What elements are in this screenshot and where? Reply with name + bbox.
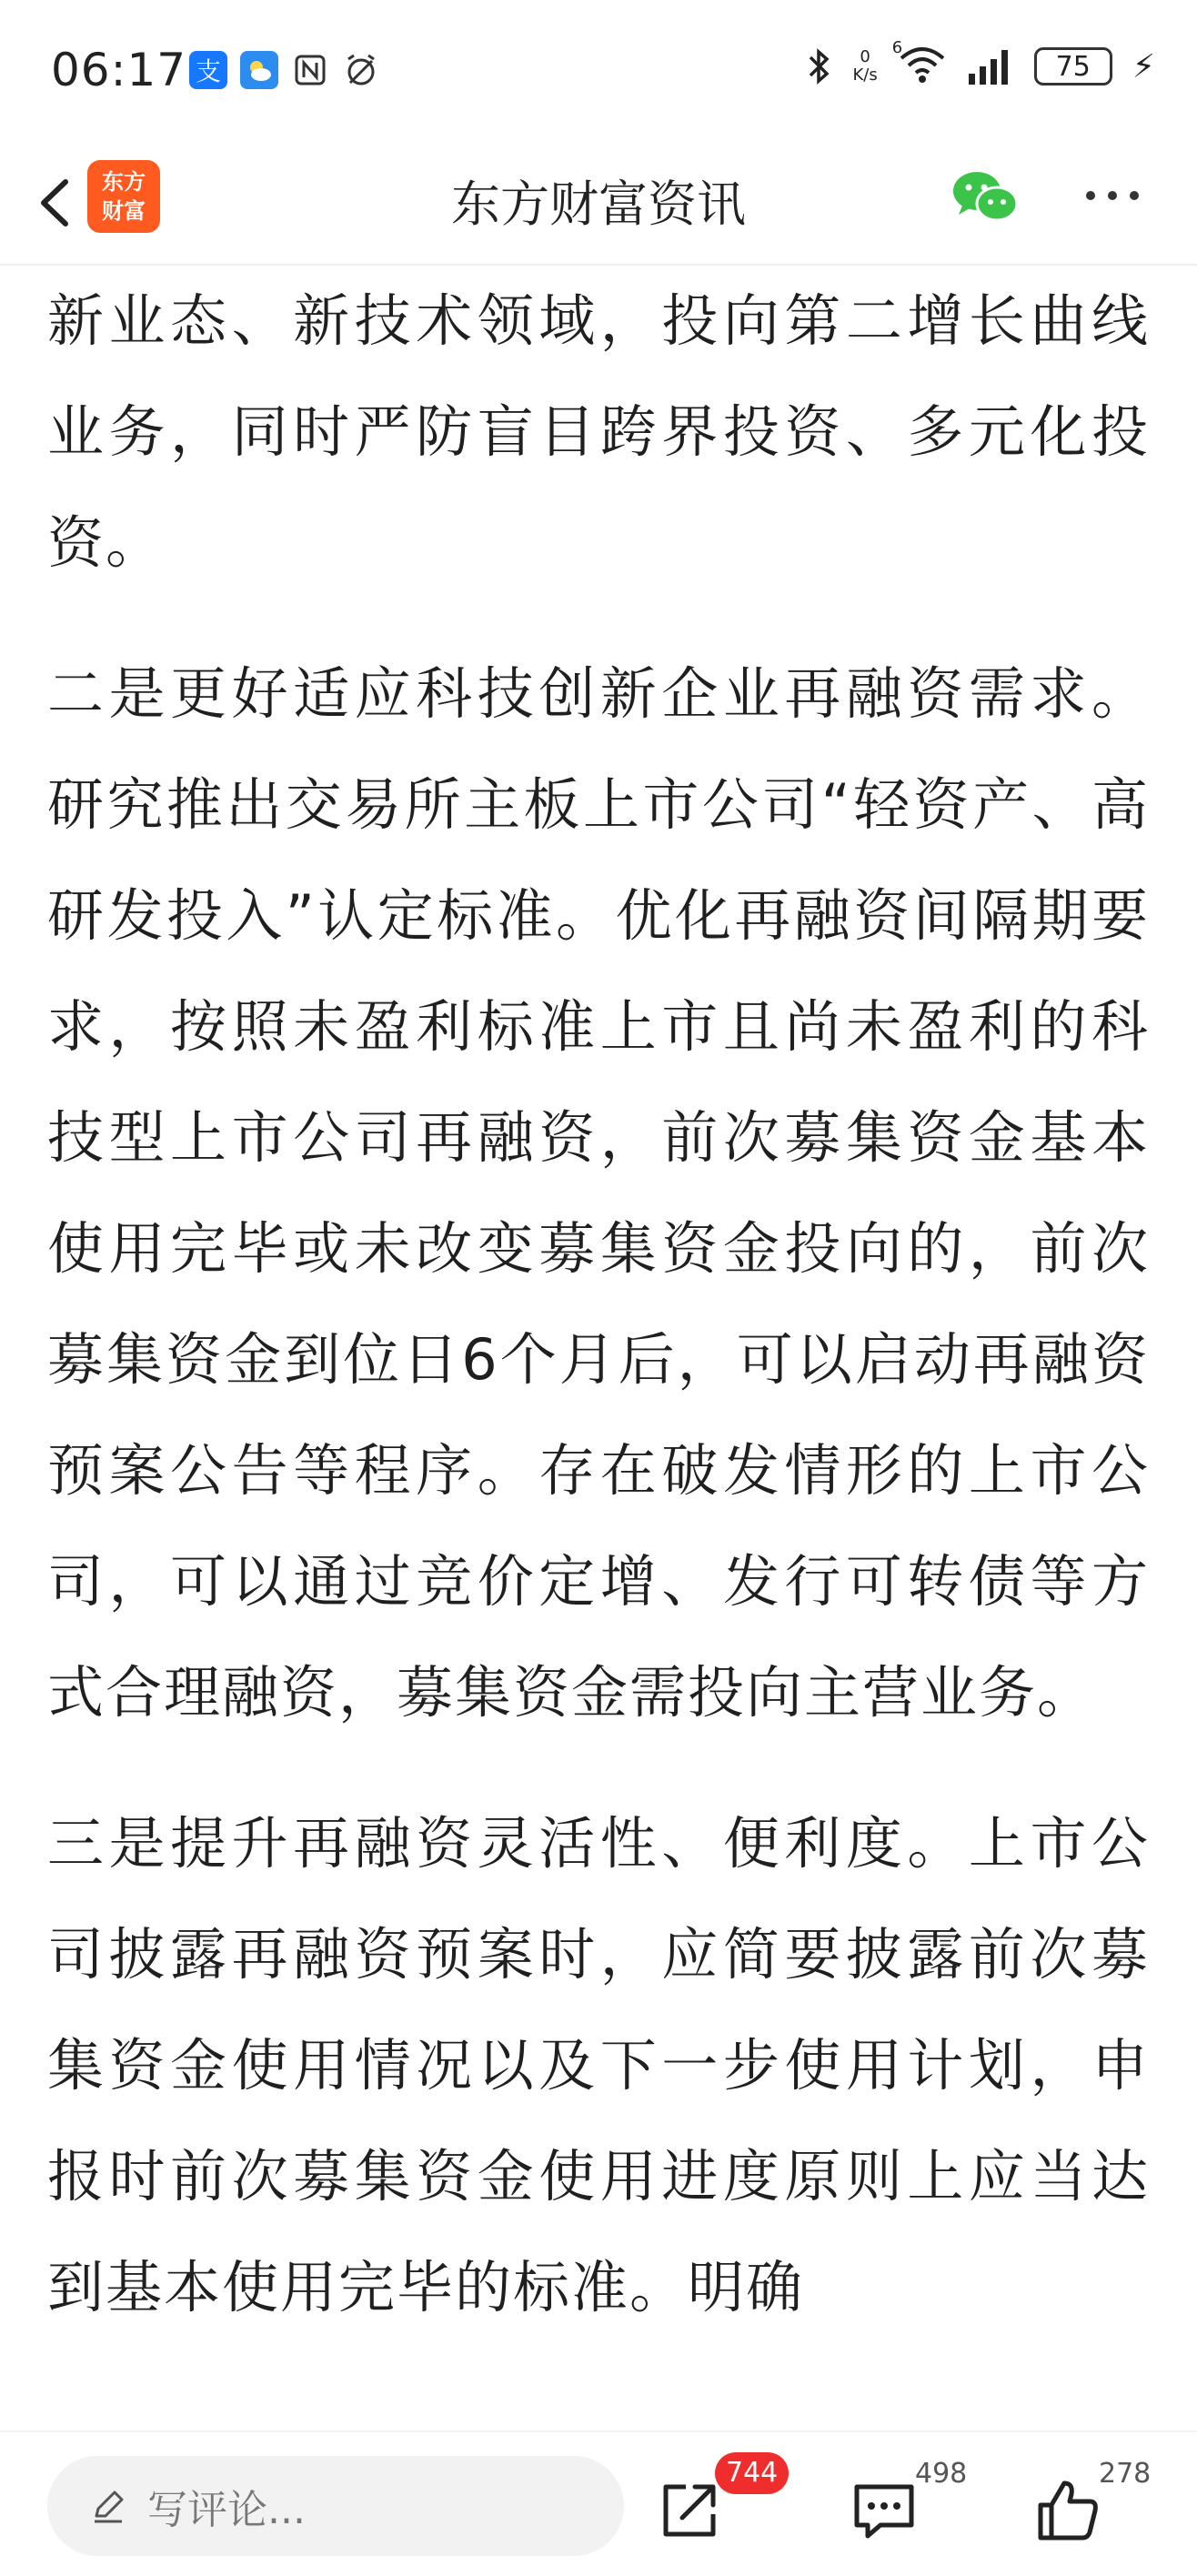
wifi-badge: 6 xyxy=(891,38,903,57)
network-speed xyxy=(852,48,877,85)
notification-icons xyxy=(189,51,380,89)
bluetooth-icon xyxy=(805,46,832,86)
network-speed-value: 0 xyxy=(860,47,870,66)
network-speed-unit: K/s xyxy=(852,65,878,85)
status-time: 06:17 xyxy=(51,44,187,96)
top-nav-bar xyxy=(0,146,1197,266)
wechat-share-icon[interactable] xyxy=(950,167,1021,226)
bottom-action-bar xyxy=(0,2430,1197,2576)
thumbs-up-icon[interactable] xyxy=(1031,2474,1104,2547)
status-bar xyxy=(0,0,1197,146)
weather-icon xyxy=(240,51,278,89)
comment-input[interactable] xyxy=(47,2456,624,2556)
charging-icon: ⚡ xyxy=(1132,47,1155,86)
wifi-icon xyxy=(891,38,947,87)
signal-icon xyxy=(967,48,1014,85)
system-status xyxy=(805,38,1155,87)
logo-line-2: 财富 xyxy=(102,198,146,224)
article-paragraph: 二是更好适应科技创新企业再融资需求。研究推出交易所主板上市公司“轻资产、高研发投入”认定标准。优化再融资间隔期要求，按照未盈利标准上市且尚未盈利的科技型上市公司再融资，前次募集资金基本使用完毕或未改变募集资金投向的，前次募集资金到位日6个月后，可以启动再融资预案公告等程序。存在破发情形的上市公司，可以通过竞价定增、发行可转债等方式合理融资，募集资金需投向主营业务。 xyxy=(47,660,1150,1726)
like-count: 278 xyxy=(1099,2458,1152,2490)
alarm-off-icon xyxy=(342,51,380,89)
article-paragraph: 新业态、新技术领域，投向第二增长曲线业务，同时严防盲目跨界投资、多元化投资。 xyxy=(47,287,1150,576)
battery-indicator: 75 xyxy=(1034,47,1112,86)
pencil-icon xyxy=(89,2487,127,2525)
comment-count: 498 xyxy=(915,2458,968,2490)
alipay-icon: 支 xyxy=(189,51,227,89)
logo-line-1: 东方 xyxy=(102,169,146,195)
nfc-icon xyxy=(291,51,329,89)
share-count-badge: 744 xyxy=(715,2452,789,2494)
article-body xyxy=(47,266,1150,2429)
article-paragraph: 三是提升再融资灵活性、便利度。上市公司披露再融资预案时，应简要披露前次募集资金使用情况以及下一步使用计划，申报时前次募集资金使用进度原则上应当达到基本使用完毕的标准。明确 xyxy=(47,1810,1150,2320)
comment-icon[interactable] xyxy=(848,2474,920,2547)
more-options-icon[interactable] xyxy=(1082,182,1142,209)
comment-placeholder: 写评论... xyxy=(147,2487,306,2533)
page-title: 东方财富资讯 xyxy=(451,176,746,233)
share-icon[interactable] xyxy=(653,2474,726,2547)
